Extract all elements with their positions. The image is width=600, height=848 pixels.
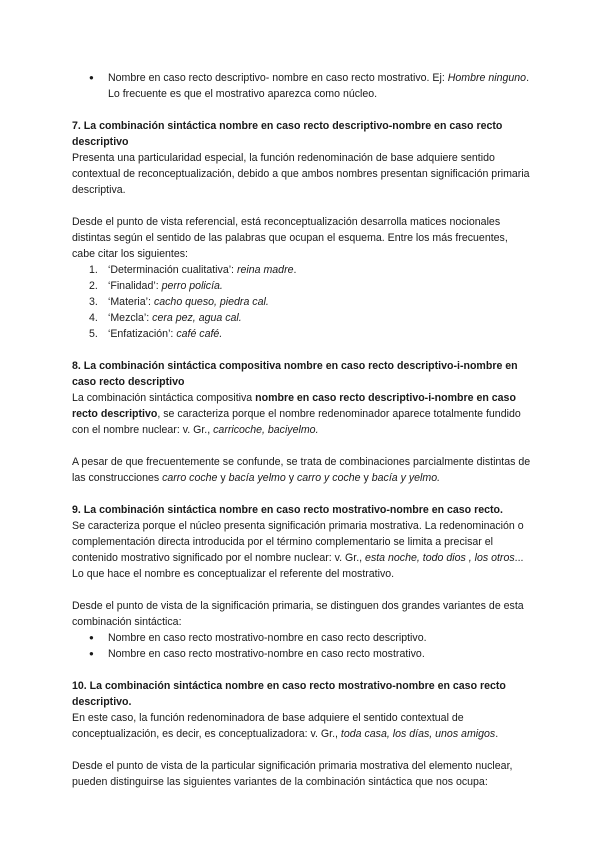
- section-8-paragraph-1: La combinación sintáctica compositiva nombre en caso recto descriptivo-i-nombre en caso recto descriptivo, se caracteriza porque el nombre redenominador aparece totalmente fundido con el nombre nuclear: v. Gr., carricoche, baciyelmo.: [72, 392, 521, 436]
- section-8-paragraph-2: A pesar de que frecuentemente se confunde, se trata de combinaciones parcialmente distintas de las construcciones carro coche y bacía yelmo y carro y coche y bacía y yelmo.: [72, 456, 531, 484]
- section-9-bullet-list: [72, 630, 532, 662]
- list-item: 3. ‘Materia’: cacho queso, piedra cal.: [89, 296, 269, 308]
- section-9-paragraph-2: Desde el punto de vista de la significación primaria, se distinguen dos grandes variantes de esta combinación sintáctica:: [72, 600, 524, 628]
- section-7-numbered-list: [72, 262, 532, 342]
- section-7-heading: 7. La combinación sintáctica nombre en caso recto descriptivo-nombre en caso recto descriptivo: [72, 120, 503, 148]
- document-page: [72, 70, 532, 790]
- section-10-heading: 10. La combinación sintáctica nombre en caso recto mostrativo-nombre en caso recto descriptivo.: [72, 680, 506, 708]
- list-item: ● Nombre en caso recto mostrativo-nombre en caso recto descriptivo.: [72, 630, 532, 646]
- section-9-paragraph-1: Se caracteriza porque el núcleo presenta significación primaria mostrativa. La redenominación o complementación directa introducida por el término complementario se limita a precisar el contenido mostrativo significado por el nombre nuclear: v. Gr., esta noche, todo dios , los otros... Lo que hace el nombre es conceptualizar el referente del mostrativo.: [72, 520, 524, 580]
- list-item: ● Nombre en caso recto descriptivo- nombre en caso recto mostrativo. Ej: Hombre ninguno. Lo frecuente es que el mostrativo aparezca como núcleo.: [72, 70, 532, 102]
- section-7-paragraph-1: Presenta una particularidad especial, la función redenominación de base adquiere sentido contextual de reconceptualización, debido a que ambos nombres presentan significación primaria descriptiva.: [72, 152, 530, 196]
- list-item: 4. ‘Mezcla’: cera pez, agua cal.: [89, 312, 242, 324]
- section-10-paragraph-1: En este caso, la función redenominadora de base adquiere el sentido contextual de conceptualización, es decir, es conceptualizadora: v. Gr., toda casa, los días, unos amigos.: [72, 712, 499, 740]
- section-7-paragraph-2: Desde el punto de vista referencial, está reconceptualización desarrolla matices nocionales distintas según el sentido de las palabras que ocupan el esquema. Entre los más frecuentes, cabe citar los siguientes:: [72, 216, 508, 260]
- list-item: 5. ‘Enfatización’: café café.: [89, 328, 223, 340]
- intro-bullet-list: [72, 70, 532, 102]
- section-10-paragraph-2: Desde el punto de vista de la particular significación primaria mostrativa del elemento nuclear, pueden distinguirse las siguientes variantes de la combinación sintáctica que nos ocupa:: [72, 760, 513, 788]
- list-item: 1. ‘Determinación cualitativa’: reina madre.: [89, 264, 297, 276]
- list-item: ● Nombre en caso recto mostrativo-nombre en caso recto mostrativo.: [72, 646, 532, 662]
- list-item: 2. ‘Finalidad’: perro policía.: [89, 280, 223, 292]
- section-9-heading: 9. La combinación sintáctica nombre en caso recto mostrativo-nombre en caso recto.: [72, 504, 503, 516]
- section-8-heading: 8. La combinación sintáctica compositiva nombre en caso recto descriptivo-i-nombre en caso recto descriptivo: [72, 360, 518, 388]
